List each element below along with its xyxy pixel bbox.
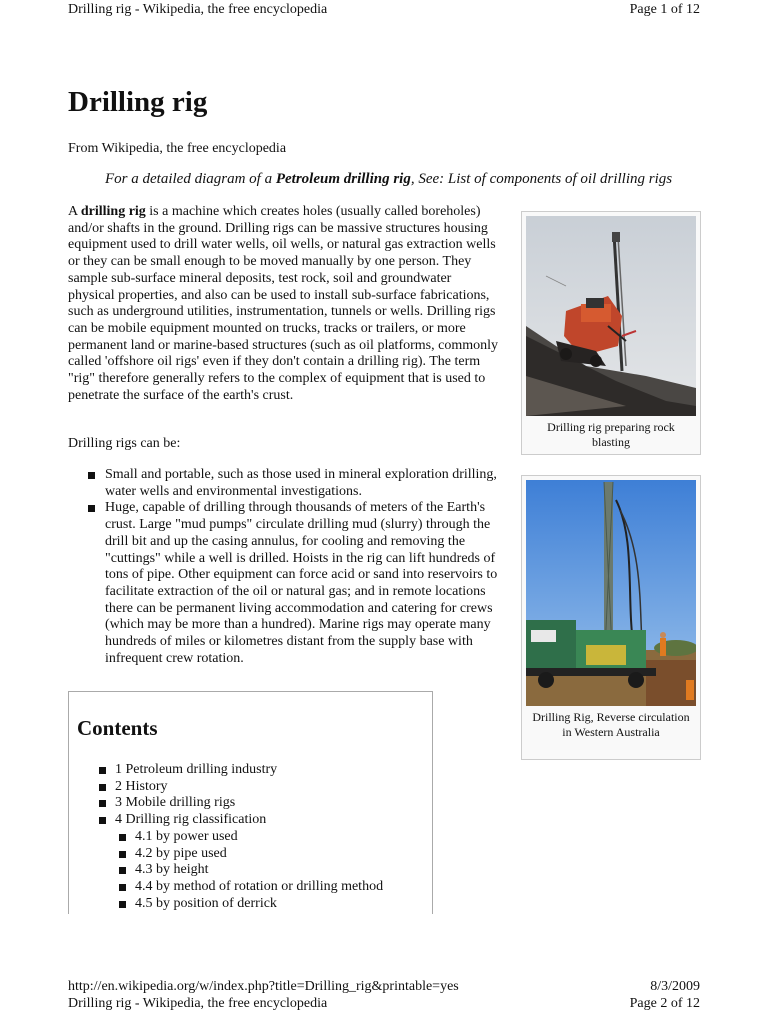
page-title: Drilling rig bbox=[68, 86, 208, 118]
bullet-square-icon bbox=[119, 884, 126, 891]
toc-item-label: 1 Petroleum drilling industry bbox=[115, 762, 278, 777]
bullet-square-icon bbox=[88, 472, 95, 479]
toc-list bbox=[99, 762, 383, 912]
drilling-rig-photo-2[interactable] bbox=[526, 480, 696, 706]
toc-item-label: 2 History bbox=[115, 778, 168, 794]
toc-subitem-label: 4.3 by height bbox=[135, 862, 209, 878]
table-of-contents bbox=[68, 691, 433, 914]
rig-types-list bbox=[88, 467, 500, 667]
intro-paragraph bbox=[68, 204, 498, 404]
bullet-square-icon bbox=[119, 851, 126, 858]
toc-item[interactable] bbox=[99, 779, 383, 796]
page-header bbox=[68, 1, 700, 18]
toc-subitem-label: 4.4 by method of rotation or drilling method bbox=[135, 878, 384, 894]
bullet-square-icon bbox=[99, 800, 106, 807]
bullet-square-icon bbox=[88, 505, 95, 512]
toc-subitem-label: 4.5 by position of derrick bbox=[135, 895, 277, 911]
list-item bbox=[88, 467, 500, 500]
list-item-text: Small and portable, such as those used in mineral exploration drilling, water wells and environmental investigations. bbox=[105, 467, 497, 499]
bullet-square-icon bbox=[119, 834, 126, 841]
footer-date: 8/3/2009 bbox=[650, 979, 700, 994]
intro-text: is a machine which creates holes (usually called boreholes) and/or shafts in the ground. Drilling rigs can be massive structures housing equipment used to drill water wells, oil wells, or natural gas extraction wells or they can be small enough to be moved manually by one person. They sample sub-surface mineral deposits, test rock, soil and groundwater physical properties, and also can be used to install sub-surface fabrications, such as underground utilities, instrumentation, tunnels or wells. Drilling rigs can be mobile equipment mounted on trucks, tracks or trailers, or more permanent land or marine-based structures (such as oil platforms, commonly called 'offshore oil rigs' even if they don't contain a drilling rig). The term "rig" therefore generally refers to the complex of equipment that is used to penetrate the surface of the earth's crust. bbox=[68, 204, 498, 403]
toc-subitem-label: 4.2 by pipe used bbox=[135, 845, 227, 861]
figure-caption: Drilling rig preparing rock blasting bbox=[547, 420, 675, 449]
toc-subitem[interactable] bbox=[119, 846, 383, 863]
toc-subitem[interactable] bbox=[119, 862, 383, 879]
page-footer bbox=[68, 978, 700, 995]
header-page-number: Page 1 of 12 bbox=[629, 2, 700, 17]
toc-item-label: 4 Drilling rig classification bbox=[115, 812, 267, 828]
toc-item[interactable] bbox=[99, 762, 383, 779]
toc-subitem[interactable] bbox=[119, 829, 383, 846]
footer-url: http://en.wikipedia.org/w/index.php?title=Drilling_rig&printable=yes bbox=[68, 979, 459, 994]
next-page-title: Drilling rig - Wikipedia, the free encyclopedia bbox=[68, 996, 328, 1011]
bullet-square-icon bbox=[99, 784, 106, 791]
toc-sublist-container bbox=[99, 829, 383, 913]
toc-subitem-label: 4.1 by power used bbox=[135, 828, 238, 844]
figure-caption: Drilling Rig, Reverse circulation in Western Australia bbox=[532, 710, 690, 739]
intro-prefix: A bbox=[68, 204, 81, 219]
intro-bold-term: drilling rig bbox=[80, 204, 146, 219]
bullet-square-icon bbox=[119, 901, 126, 908]
bullet-square-icon bbox=[119, 867, 126, 874]
toc-item[interactable] bbox=[99, 795, 383, 812]
next-page-header bbox=[68, 995, 700, 1012]
figure-reverse-circulation bbox=[521, 475, 701, 760]
site-subtitle: From Wikipedia, the free encyclopedia bbox=[68, 141, 287, 156]
bullet-square-icon bbox=[99, 817, 106, 824]
hatnote bbox=[105, 171, 672, 188]
bullet-square-icon bbox=[99, 767, 106, 774]
figure-rock-blasting bbox=[521, 211, 701, 455]
next-page-number: Page 2 of 12 bbox=[629, 996, 700, 1011]
toc-sublist bbox=[119, 829, 383, 913]
hatnote-link[interactable]: Petroleum drilling rig bbox=[275, 171, 411, 187]
toc-subitem[interactable] bbox=[119, 896, 383, 913]
toc-item[interactable] bbox=[99, 812, 383, 829]
list-item-text: Huge, capable of drilling through thousands of meters of the Earth's crust. Large "mud pumps" circulate drilling mud (slurry) through the drill bit and up the casing annulus, for cooling and removing the "cuttings" while a well is drilled. Hoists in the rig can lift hundreds of tons of pipe. Other equipment can force acid or sand into reservoirs to facilitate extraction of the oil or natural gas; and in remote locations there can be permanent living accommodation and catering for crews (which may be more than a hundred). Marine rigs may operate many hundreds of miles or kilometres distant from the supply base with infrequent crew rotation. bbox=[105, 500, 498, 666]
hatnote-prefix: For a detailed diagram of a bbox=[105, 171, 276, 187]
list-item bbox=[88, 500, 500, 667]
hatnote-suffix: , See: List of components of oil drilling rigs bbox=[410, 171, 673, 187]
drilling-rig-photo-1[interactable] bbox=[526, 216, 696, 416]
toc-subitem[interactable] bbox=[119, 879, 383, 896]
toc-item-label: 3 Mobile drilling rigs bbox=[115, 795, 236, 811]
header-title: Drilling rig - Wikipedia, the free encyclopedia bbox=[68, 2, 328, 17]
toc-title: Contents bbox=[77, 716, 158, 740]
list-intro: Drilling rigs can be: bbox=[68, 436, 181, 451]
